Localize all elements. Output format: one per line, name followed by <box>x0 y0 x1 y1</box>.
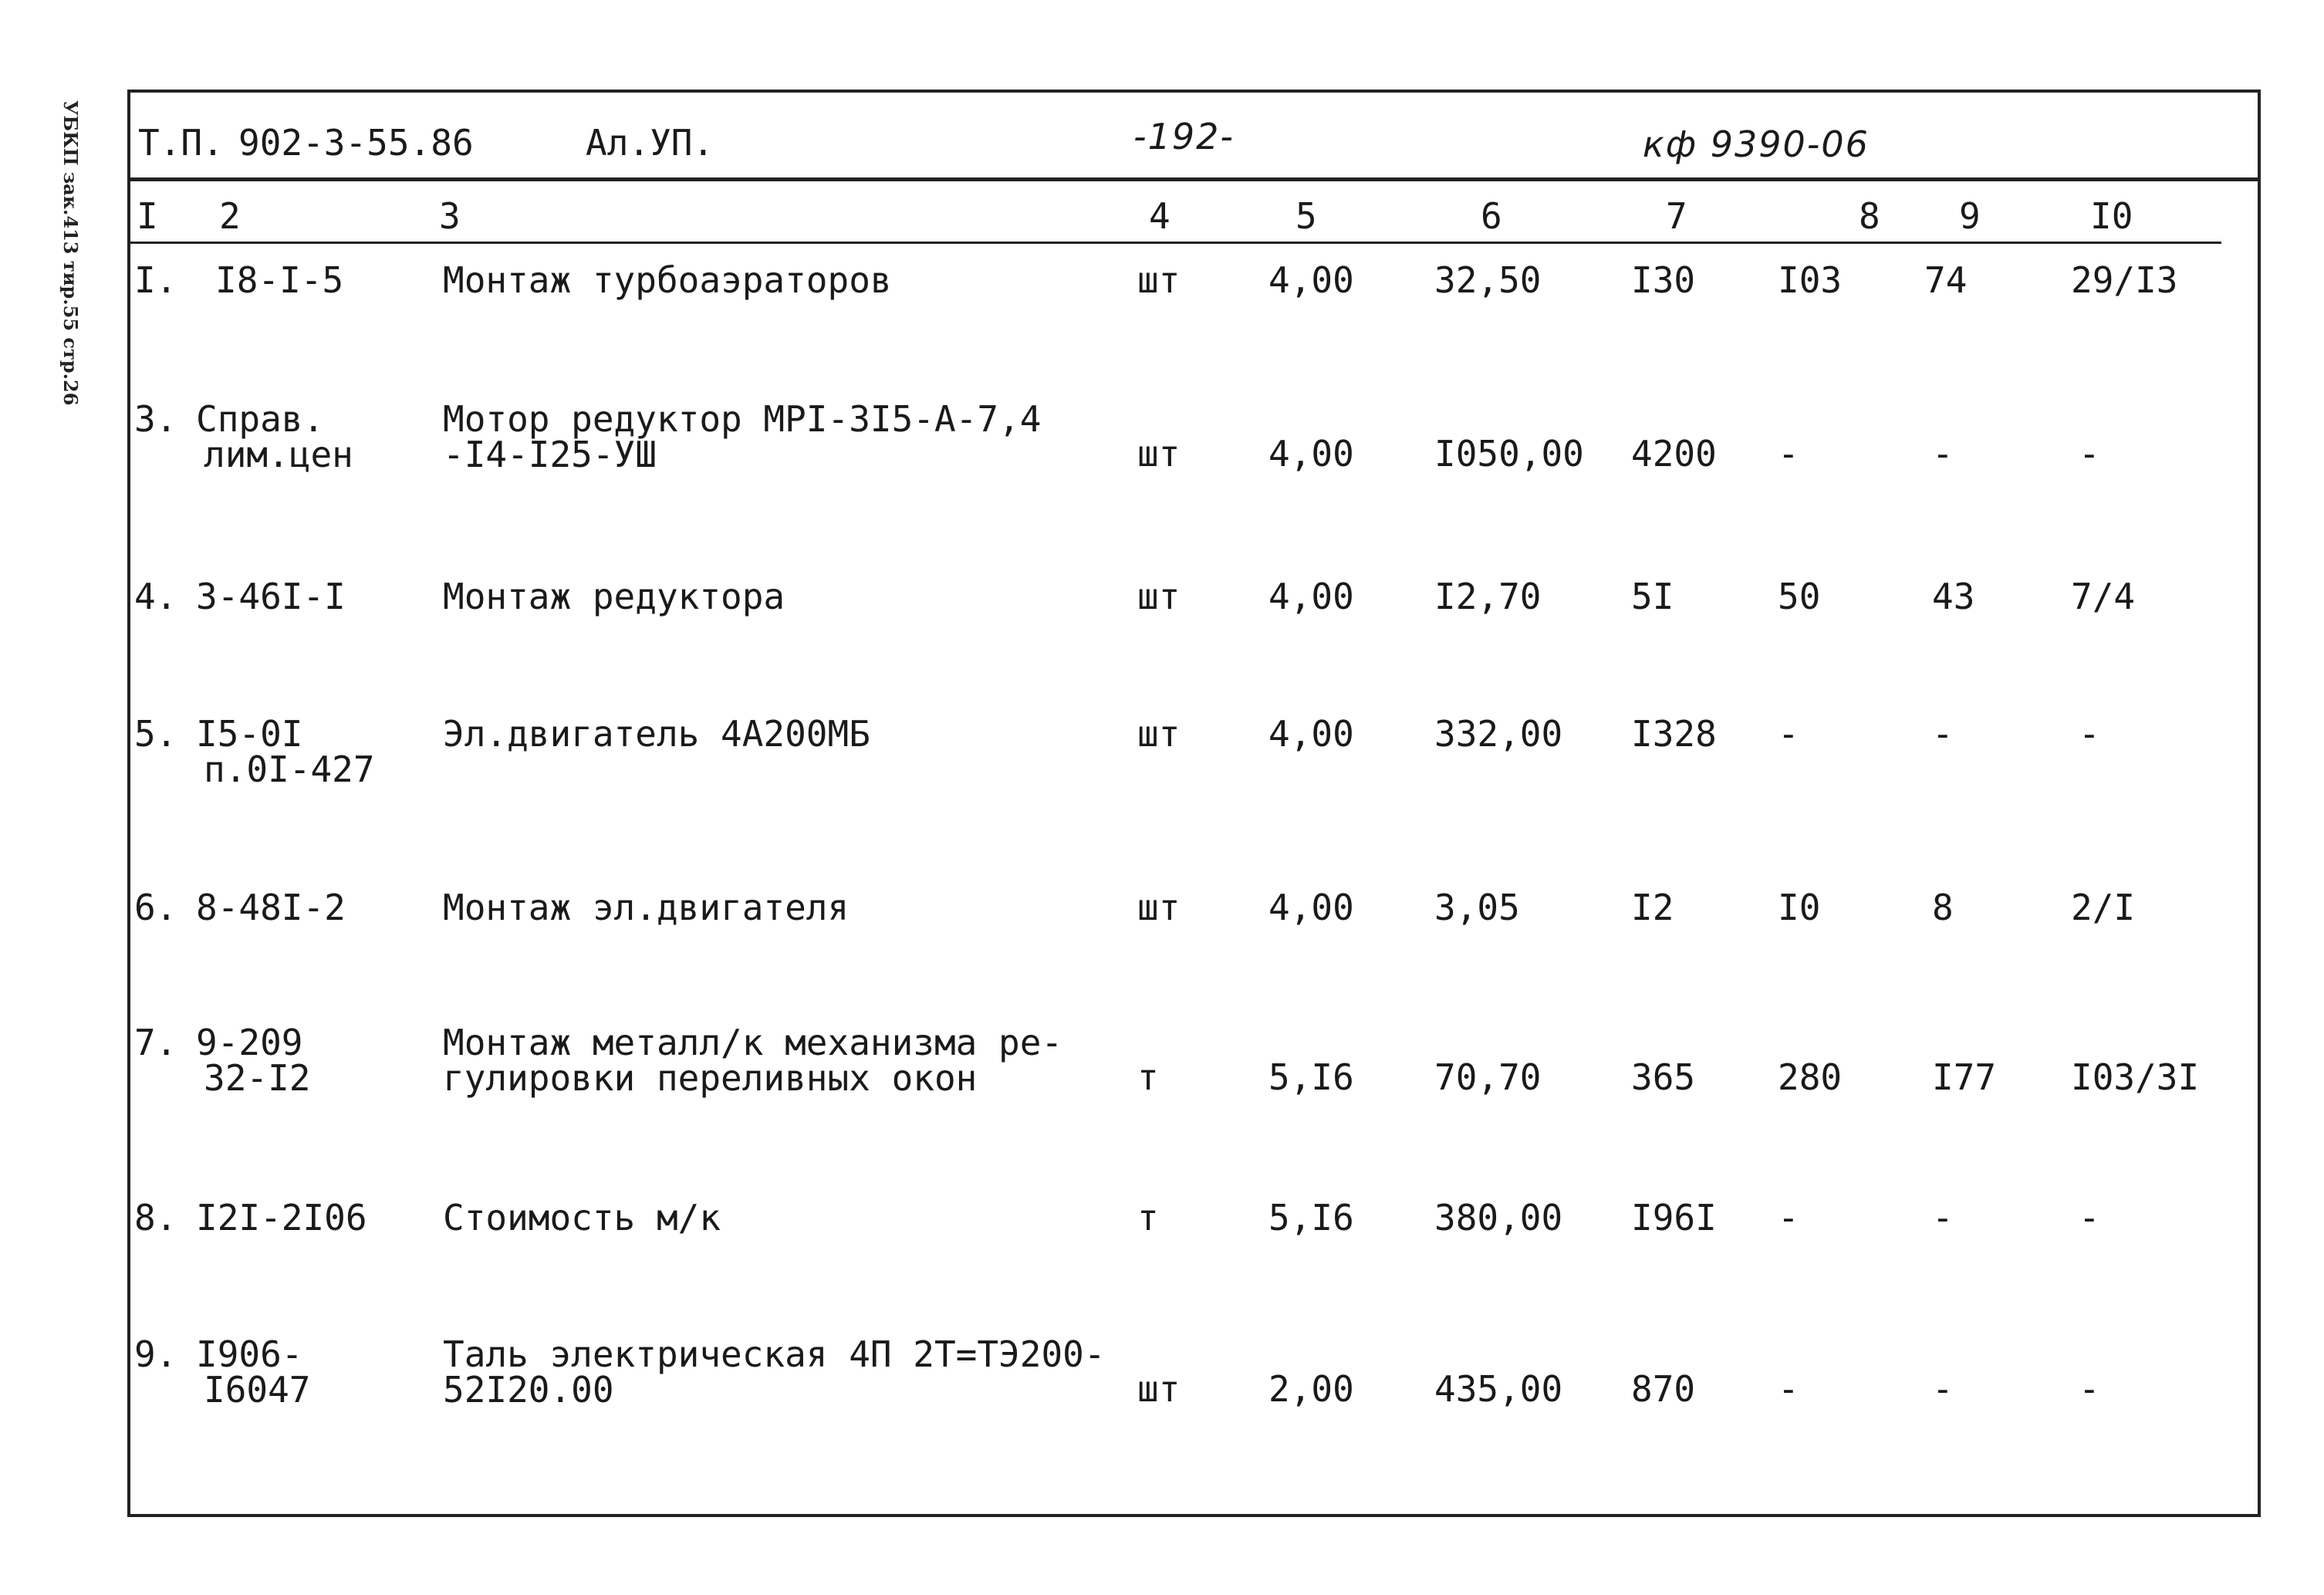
row-num: I. <box>134 259 177 301</box>
row-total: 5I <box>1631 576 1674 617</box>
row-col10: I03/3I <box>2071 1056 2200 1098</box>
row-code: I906- I6047 <box>196 1333 311 1411</box>
row-col9: - <box>1932 713 1954 755</box>
col-number: I0 <box>2090 195 2133 237</box>
row-col8: I03 <box>1778 259 1843 301</box>
row-unit: т <box>1137 1197 1159 1238</box>
side-stamp <box>56 100 86 502</box>
document-frame <box>127 90 2261 1517</box>
col-number: 2 <box>219 195 241 237</box>
col-number: 5 <box>1295 195 1317 237</box>
row-name: Таль электрическая 4П 2Т=ТЭ200- 52I20.00 <box>443 1333 1106 1411</box>
row-num: 5. <box>134 713 177 755</box>
row-code: I5-0I п.0I-427 <box>196 713 375 790</box>
row-unit: шт <box>1137 1368 1181 1410</box>
row-col9: I77 <box>1932 1056 1997 1098</box>
row-total: I2 <box>1631 887 1674 928</box>
row-price: 3,05 <box>1434 887 1520 928</box>
row-name: Монтаж редуктора <box>443 576 785 617</box>
row-price: 32,50 <box>1434 259 1542 301</box>
header-code: кф 9390-06 <box>1643 123 1870 165</box>
row-num: 6. <box>134 887 177 928</box>
row-code: I8-I-5 <box>215 259 344 301</box>
row-col8: 280 <box>1778 1056 1843 1098</box>
row-total: I30 <box>1631 259 1696 301</box>
row-code: 8-48I-2 <box>196 887 346 928</box>
row-col10: - <box>2079 713 2100 755</box>
row-unit: шт <box>1137 433 1181 475</box>
header-album: Ал.УП. <box>586 122 714 164</box>
row-unit: шт <box>1137 259 1181 301</box>
row-total: 870 <box>1631 1368 1696 1410</box>
row-price: 70,70 <box>1434 1056 1542 1098</box>
row-col8: 50 <box>1778 576 1821 617</box>
row-col9: - <box>1932 1197 1954 1238</box>
row-col9: 8 <box>1932 887 1954 928</box>
row-col10: - <box>2079 1197 2100 1238</box>
row-total: I96I <box>1631 1197 1717 1238</box>
row-col10: - <box>2079 433 2100 475</box>
row-code: I2I-2I06 <box>196 1197 367 1238</box>
row-unit: шт <box>1137 713 1181 755</box>
row-qty: 5,I6 <box>1268 1197 1354 1238</box>
row-qty: 4,00 <box>1268 433 1354 475</box>
row-name: Монтаж турбоаэраторов <box>443 259 892 301</box>
side-stamp-text: УБКП зак.413 тир.55 стр.26 <box>59 100 82 406</box>
row-col8: - <box>1778 1197 1799 1238</box>
row-col8: - <box>1778 713 1799 755</box>
row-total: I328 <box>1631 713 1717 755</box>
row-col8: - <box>1778 433 1799 475</box>
row-col9: - <box>1932 433 1954 475</box>
row-price: I2,70 <box>1434 576 1542 617</box>
row-price: I050,00 <box>1434 433 1584 475</box>
col-number: 8 <box>1859 195 1880 237</box>
col-number: 9 <box>1959 195 1981 237</box>
row-price: 435,00 <box>1434 1368 1563 1410</box>
row-code: 9-209 32-I2 <box>196 1022 311 1099</box>
header-page: -192- <box>1133 116 1235 157</box>
row-col10: 29/I3 <box>2071 259 2178 301</box>
row-num: 8. <box>134 1197 177 1238</box>
row-name: Стоимость м/к <box>443 1197 721 1238</box>
row-qty: 4,00 <box>1268 887 1354 928</box>
row-qty: 4,00 <box>1268 259 1354 301</box>
header-number: 902-3-55.86 <box>238 122 474 164</box>
col-number: 6 <box>1481 195 1502 237</box>
row-qty: 4,00 <box>1268 576 1354 617</box>
row-name: Эл.двигатель 4А200МБ <box>443 713 870 755</box>
row-num: 3. <box>134 398 177 440</box>
row-col10: 2/I <box>2071 887 2136 928</box>
row-unit: т <box>1137 1056 1159 1098</box>
row-code: 3-46I-I <box>196 576 346 617</box>
column-numbers <box>130 181 2221 244</box>
row-col9: 43 <box>1932 576 1975 617</box>
row-qty: 4,00 <box>1268 713 1354 755</box>
row-col10: - <box>2079 1368 2100 1410</box>
row-col10: 7/4 <box>2071 576 2136 617</box>
row-code: Справ. лим.цен <box>196 398 353 475</box>
row-name: Монтаж эл.двигателя <box>443 887 850 928</box>
row-total: 4200 <box>1631 433 1717 475</box>
row-unit: шт <box>1137 576 1181 617</box>
row-price: 332,00 <box>1434 713 1563 755</box>
row-qty: 2,00 <box>1268 1368 1354 1410</box>
row-price: 380,00 <box>1434 1197 1563 1238</box>
col-number: 7 <box>1666 195 1687 237</box>
row-total: 365 <box>1631 1056 1696 1098</box>
header-project: Т.П. <box>138 122 224 164</box>
row-num: 7. <box>134 1022 177 1063</box>
col-number: I <box>137 195 158 237</box>
row-col8: I0 <box>1778 887 1821 928</box>
header <box>130 93 2258 181</box>
row-unit: шт <box>1137 887 1181 928</box>
row-qty: 5,I6 <box>1268 1056 1354 1098</box>
row-col9: - <box>1932 1368 1954 1410</box>
row-name: Монтаж металл/к механизма ре- гулировки переливных окон <box>443 1022 1063 1099</box>
row-name: Мотор редуктор МРI-3I5-А-7,4 -I4-I25-УШ <box>443 398 1042 475</box>
row-num: 4. <box>134 576 177 617</box>
col-number: 3 <box>439 195 461 237</box>
col-number: 4 <box>1149 195 1170 237</box>
row-num: 9. <box>134 1333 177 1375</box>
row-col8: - <box>1778 1368 1799 1410</box>
row-col9: 74 <box>1924 259 1968 301</box>
